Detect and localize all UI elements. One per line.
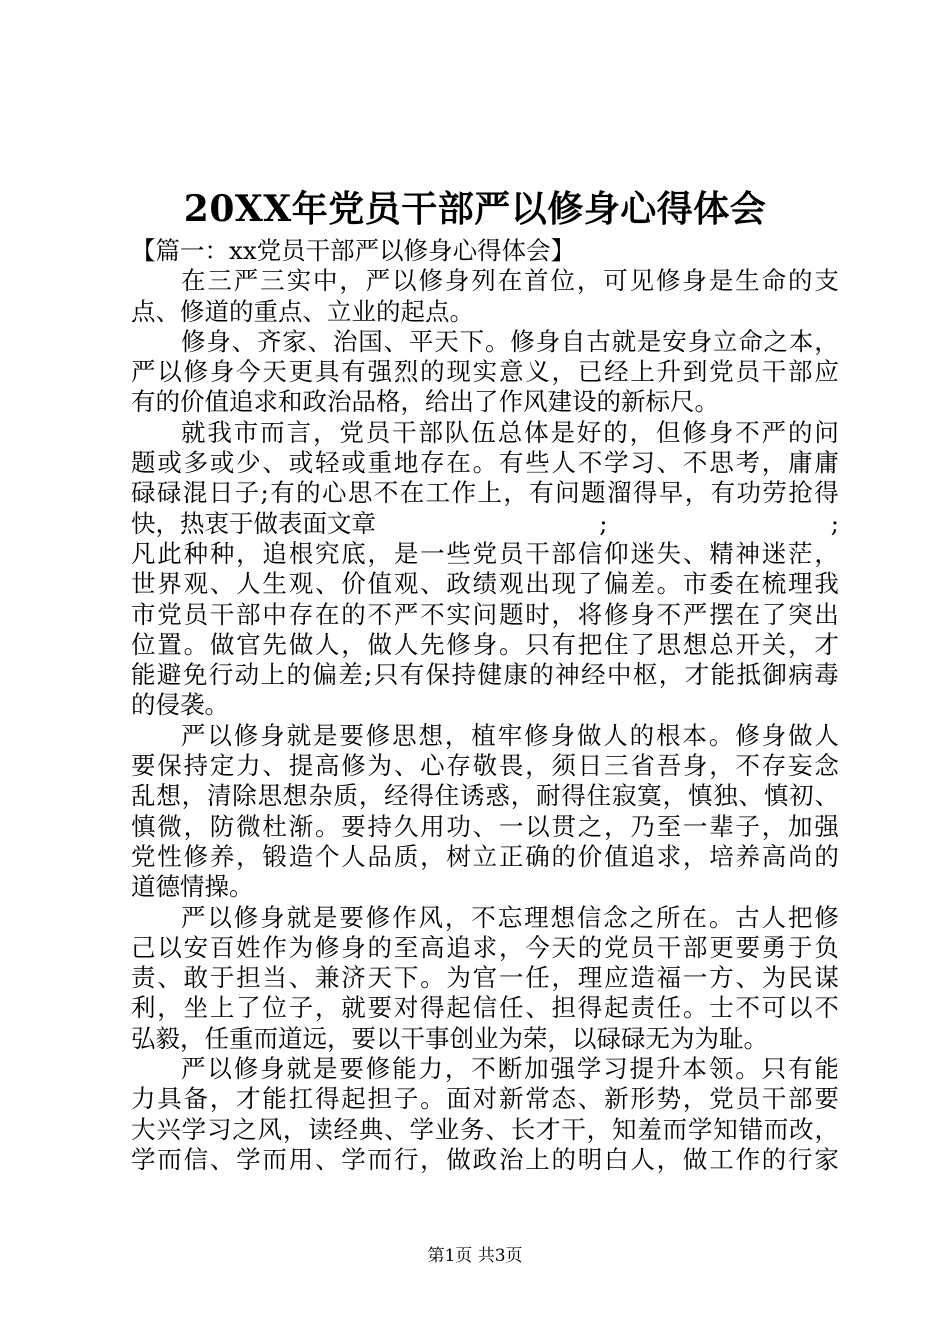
text-line: 严 以 修 身 就 是 要 修 能 力 ， 不 断 加 强 学 习 提 升 本 领 。 只 有 能 xyxy=(181,1054,839,1084)
text-line: 凡 此 种 种 ， 追 根 究 底 ， 是 一 些 党 员 干 部 信 仰 迷 失 、 精 神 迷 茫 ， xyxy=(131,538,839,568)
text-line: 在 三 严 三 实 中 ， 严 以 修 身 列 在 首 位 ， 可 见 修 身 是 生 命 的 支 xyxy=(181,266,839,296)
text-line: 市 党 员 干 部 中 存 在 的 不 严 不 实 问 题 时 ， 将 修 身 不 严 摆 在 了 突 出 xyxy=(131,599,839,629)
text-line: 【篇一：xx党员干部严以修身心得体会】 xyxy=(131,236,576,265)
document-body xyxy=(131,236,839,1175)
text-line: 要 保 持 定 力 、 提 高 修 为 、 心 存 敬 畏 ， 须 日 三 省 吾 身 ， 不 存 妄 念 xyxy=(131,751,839,781)
page-footer: 第1页 共3页 xyxy=(427,1246,523,1266)
text-line: 的侵袭。 xyxy=(131,690,229,720)
document-title: 20XX年党员干部严以修身心得体会 xyxy=(183,188,767,230)
text-line: 严 以 修 身 就 是 要 修 作 风 ， 不 忘 理 想 信 念 之 所 在 。 古 人 把 修 xyxy=(181,902,839,932)
text-line: 严 以 修 身 就 是 要 修 思 想 ， 植 牢 修 身 做 人 的 根 本 。 修 身 做 人 xyxy=(181,720,839,750)
text-line: 道德情操。 xyxy=(131,872,254,902)
text-line: 题 或 多 或 少 、 或 轻 或 重 地 存 在 。 有 些 人 不 学 习 、 不 思 考 ， 庸 庸 xyxy=(131,448,839,478)
text-line: 严 以 修 身 今 天 更 具 有 强 烈 的 现 实 意 义 ， 已 经 上 升 到 党 员 干 部 应 xyxy=(131,357,839,387)
text-line: 快，热衷于做表面文章 ; ; xyxy=(131,508,839,538)
text-line: 大 兴 学 习 之 风 ， 读 经 典 、 学 业 务 、 长 才 干 ， 知 羞 而 学 知 错 而 改 ， xyxy=(131,1114,839,1144)
text-line: 党 性 修 养 ， 锻 造 个 人 品 质 ， 树 立 正 确 的 价 值 追 求 ， 培 养 高 尚 的 xyxy=(131,841,839,871)
text-line: 利 ， 坐 上 了 位 子 ， 就 要 对 得 起 信 任 、 担 得 起 责 任 。 士 不 可 以 不 xyxy=(131,993,839,1023)
text-line: 碌 碌 混 日 子 ; 有 的 心 思 不 在 工 作 上 ， 有 问 题 溜 得 早 ， 有 功 劳 抢 得 xyxy=(131,478,839,508)
text-line: 弘毅，任重而道远，要以干事创业为荣，以碌碌无为为耻。 xyxy=(131,1023,768,1053)
text-line: 能 避 免 行 动 上 的 偏 差 ; 只 有 保 持 健 康 的 神 经 中 枢 ， 才 能 抵 御 病 毒 xyxy=(131,660,839,690)
text-line: 责 、 敢 于 担 当 、 兼 济 天 下 。 为 官 一 任 ， 理 应 造 福 一 方 、 为 民 谋 xyxy=(131,963,839,993)
text-line: 慎 微 ， 防 微 杜 渐 。 要 持 久 用 功 、 一 以 贯 之 ， 乃 至 一 辈 子 ， 加 强 xyxy=(131,811,839,841)
text-line: 位 置 。 做 官 先 做 人 ， 做 人 先 修 身 。 只 有 把 住 了 思 想 总 开 关 ， 才 xyxy=(131,629,839,659)
text-line: 点、修道的重点、立业的起点。 xyxy=(131,296,474,326)
text-line: 乱 想 ， 清 除 思 想 杂 质 ， 经 得 住 诱 惑 ， 耐 得 住 寂 寞 ， 慎 独 、 慎 初 、 xyxy=(131,781,839,811)
text-line: 力 具 备 ， 才 能 扛 得 起 担 子 。 面 对 新 常 态 、 新 形 势 ， 党 员 干 部 要 xyxy=(131,1084,839,1114)
text-line: 就 我 市 而 言 ， 党 员 干 部 队 伍 总 体 是 好 的 ， 但 修 身 不 严 的 问 xyxy=(181,417,839,447)
text-line: 己 以 安 百 姓 作 为 修 身 的 至 高 追 求 ， 今 天 的 党 员 干 部 更 要 勇 于 负 xyxy=(131,932,839,962)
text-line: 修 身 、 齐 家 、 治 国 、 平 天 下 。 修 身 自 古 就 是 安 身 立 命 之 本 ， xyxy=(181,326,839,356)
text-line: 世 界 观 、 人 生 观 、 价 值 观 、 政 绩 观 出 现 了 偏 差 。 市 委 在 梳 理 我 xyxy=(131,569,839,599)
text-line: 有的价值追求和政治品格，给出了作风建设的新标尺。 xyxy=(131,387,719,417)
text-line: 学 而 信 、 学 而 用 、 学 而 行 ， 做 政 治 上 的 明 白 人 ， 做 工 作 的 行 家 xyxy=(131,1144,839,1174)
